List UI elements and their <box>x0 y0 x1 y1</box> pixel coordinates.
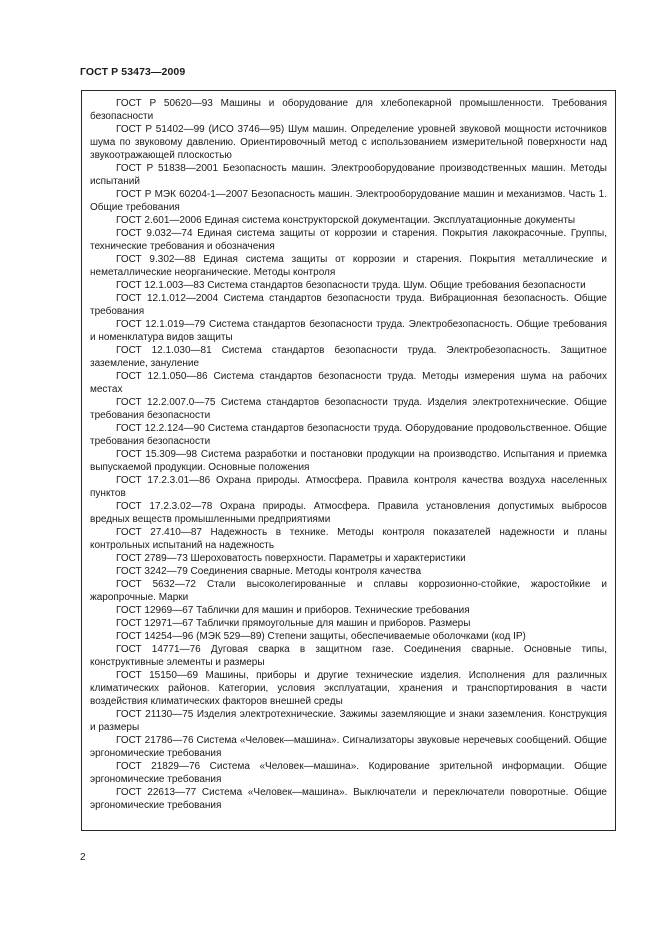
standard-entry: ГОСТ Р МЭК 60204-1—2007 Безопасность машин. Электрооборудование машин и механизмов. Часть 1. Общие требования <box>90 189 607 213</box>
standard-entry: ГОСТ 9.032—74 Единая система защиты от коррозии и старения. Покрытия лакокрасочные. Группы, технические требования и обозначения <box>90 228 607 252</box>
standard-entry: ГОСТ 12.1.030—81 Система стандартов безопасности труда. Электробезопасность. Защитное заземление, зануление <box>90 345 607 369</box>
standard-entry: ГОСТ 12.1.012—2004 Система стандартов безопасности труда. Вибрационная безопасность. Общие требования <box>90 293 607 317</box>
standard-entry: ГОСТ 17.2.3.02—78 Охрана природы. Атмосфера. Правила установления допустимых выбросов вредных веществ промышленными предприятиями <box>90 501 607 525</box>
standard-entry: ГОСТ 15150—69 Машины, приборы и другие технические изделия. Исполнения для различных климатических районов. Категории, условия эксплуатации, хранения и транспортирования в части воздействия климатических факторов внешней среды <box>90 670 607 707</box>
standard-entry: ГОСТ 12.1.003—83 Система стандартов безопасности труда. Шум. Общие требования безопасности <box>116 280 586 291</box>
document-header: ГОСТ Р 53473—2009 <box>80 66 186 78</box>
standard-entry: ГОСТ 12969—67 Таблички для машин и приборов. Технические требования <box>116 605 470 616</box>
standard-entry: ГОСТ 12.1.019—79 Система стандартов безопасности труда. Электробезопасность. Общие требования и номенклатура видов защиты <box>90 319 607 343</box>
standard-entry: ГОСТ 2789—73 Шероховатость поверхности. Параметры и характеристики <box>116 553 466 564</box>
standard-entry: ГОСТ 15.309—98 Система разработки и постановки продукции на производство. Испытания и приемка выпускаемой продукции. Основные положения <box>90 449 607 473</box>
standard-entry: ГОСТ 14771—76 Дуговая сварка в защитном газе. Соединения сварные. Основные типы, конструктивные элементы и размеры <box>90 644 607 668</box>
standard-entry: ГОСТ 12971—67 Таблички прямоугольные для машин и приборов. Размеры <box>116 618 471 629</box>
standards-reference-list <box>81 90 616 831</box>
standard-entry: ГОСТ 12.2.007.0—75 Система стандартов безопасности труда. Изделия электротехнические. Общие требования безопасности <box>90 397 607 421</box>
standard-entry: ГОСТ 17.2.3.01—86 Охрана природы. Атмосфера. Правила контроля качества воздуха населенных пунктов <box>90 475 607 499</box>
standard-entry: ГОСТ 12.2.124—90 Система стандартов безопасности труда. Оборудование продовольственное. Общие требования безопасности <box>90 423 607 447</box>
standard-entry: ГОСТ 21829—76 Система «Человек—машина». Кодирование зрительной информации. Общие эргономические требования <box>90 761 607 785</box>
standard-entry: ГОСТ 21786—76 Система «Человек—машина». Сигнализаторы звуковые неречевых сообщений. Общие эргономические требования <box>90 735 607 759</box>
standard-entry: ГОСТ 12.1.050—86 Система стандартов безопасности труда. Методы измерения шума на рабочих местах <box>90 371 607 395</box>
standard-entry: ГОСТ 3242—79 Соединения сварные. Методы контроля качества <box>116 566 422 577</box>
standard-entry: ГОСТ 27.410—87 Надежность в технике. Методы контроля показателей надежности и планы контрольных испытаний на надежность <box>90 527 607 551</box>
standard-entry: ГОСТ Р 51838—2001 Безопасность машин. Электрооборудование производственных машин. Методы испытаний <box>90 163 607 187</box>
standard-entry: ГОСТ Р 51402—99 (ИСО 3746—95) Шум машин. Определение уровней звуковой мощности источников шума по звуковому давлению. Ориентировочный метод с использованием измерительной поверхности над звукоотражающей плоскостью <box>90 124 607 161</box>
page-number: 2 <box>80 852 86 863</box>
standard-entry: ГОСТ 9.302—88 Единая система защиты от коррозии и старения. Покрытия металлические и неметаллические неорганические. Методы контроля <box>90 254 607 278</box>
standard-entry: ГОСТ 22613—77 Система «Человек—машина». Выключатели и переключатели поворотные. Общие эргономические требования <box>90 787 607 811</box>
standard-entry: ГОСТ 5632—72 Стали высоколегированные и сплавы коррозионно-стойкие, жаростойкие и жаропрочные. Марки <box>90 579 607 603</box>
standard-entry: ГОСТ Р 50620—93 Машины и оборудование для хлебопекарной промышленности. Требования безопасности <box>90 98 607 122</box>
standard-entry: ГОСТ 14254—96 (МЭК 529—89) Степени защиты, обеспечиваемые оболочками (код IP) <box>116 631 526 642</box>
standard-entry: ГОСТ 21130—75 Изделия электротехнические. Зажимы заземляющие и знаки заземления. Конструкция и размеры <box>90 709 607 733</box>
standard-entry: ГОСТ 2.601—2006 Единая система конструкторской документации. Эксплуатационные документы <box>116 215 576 226</box>
